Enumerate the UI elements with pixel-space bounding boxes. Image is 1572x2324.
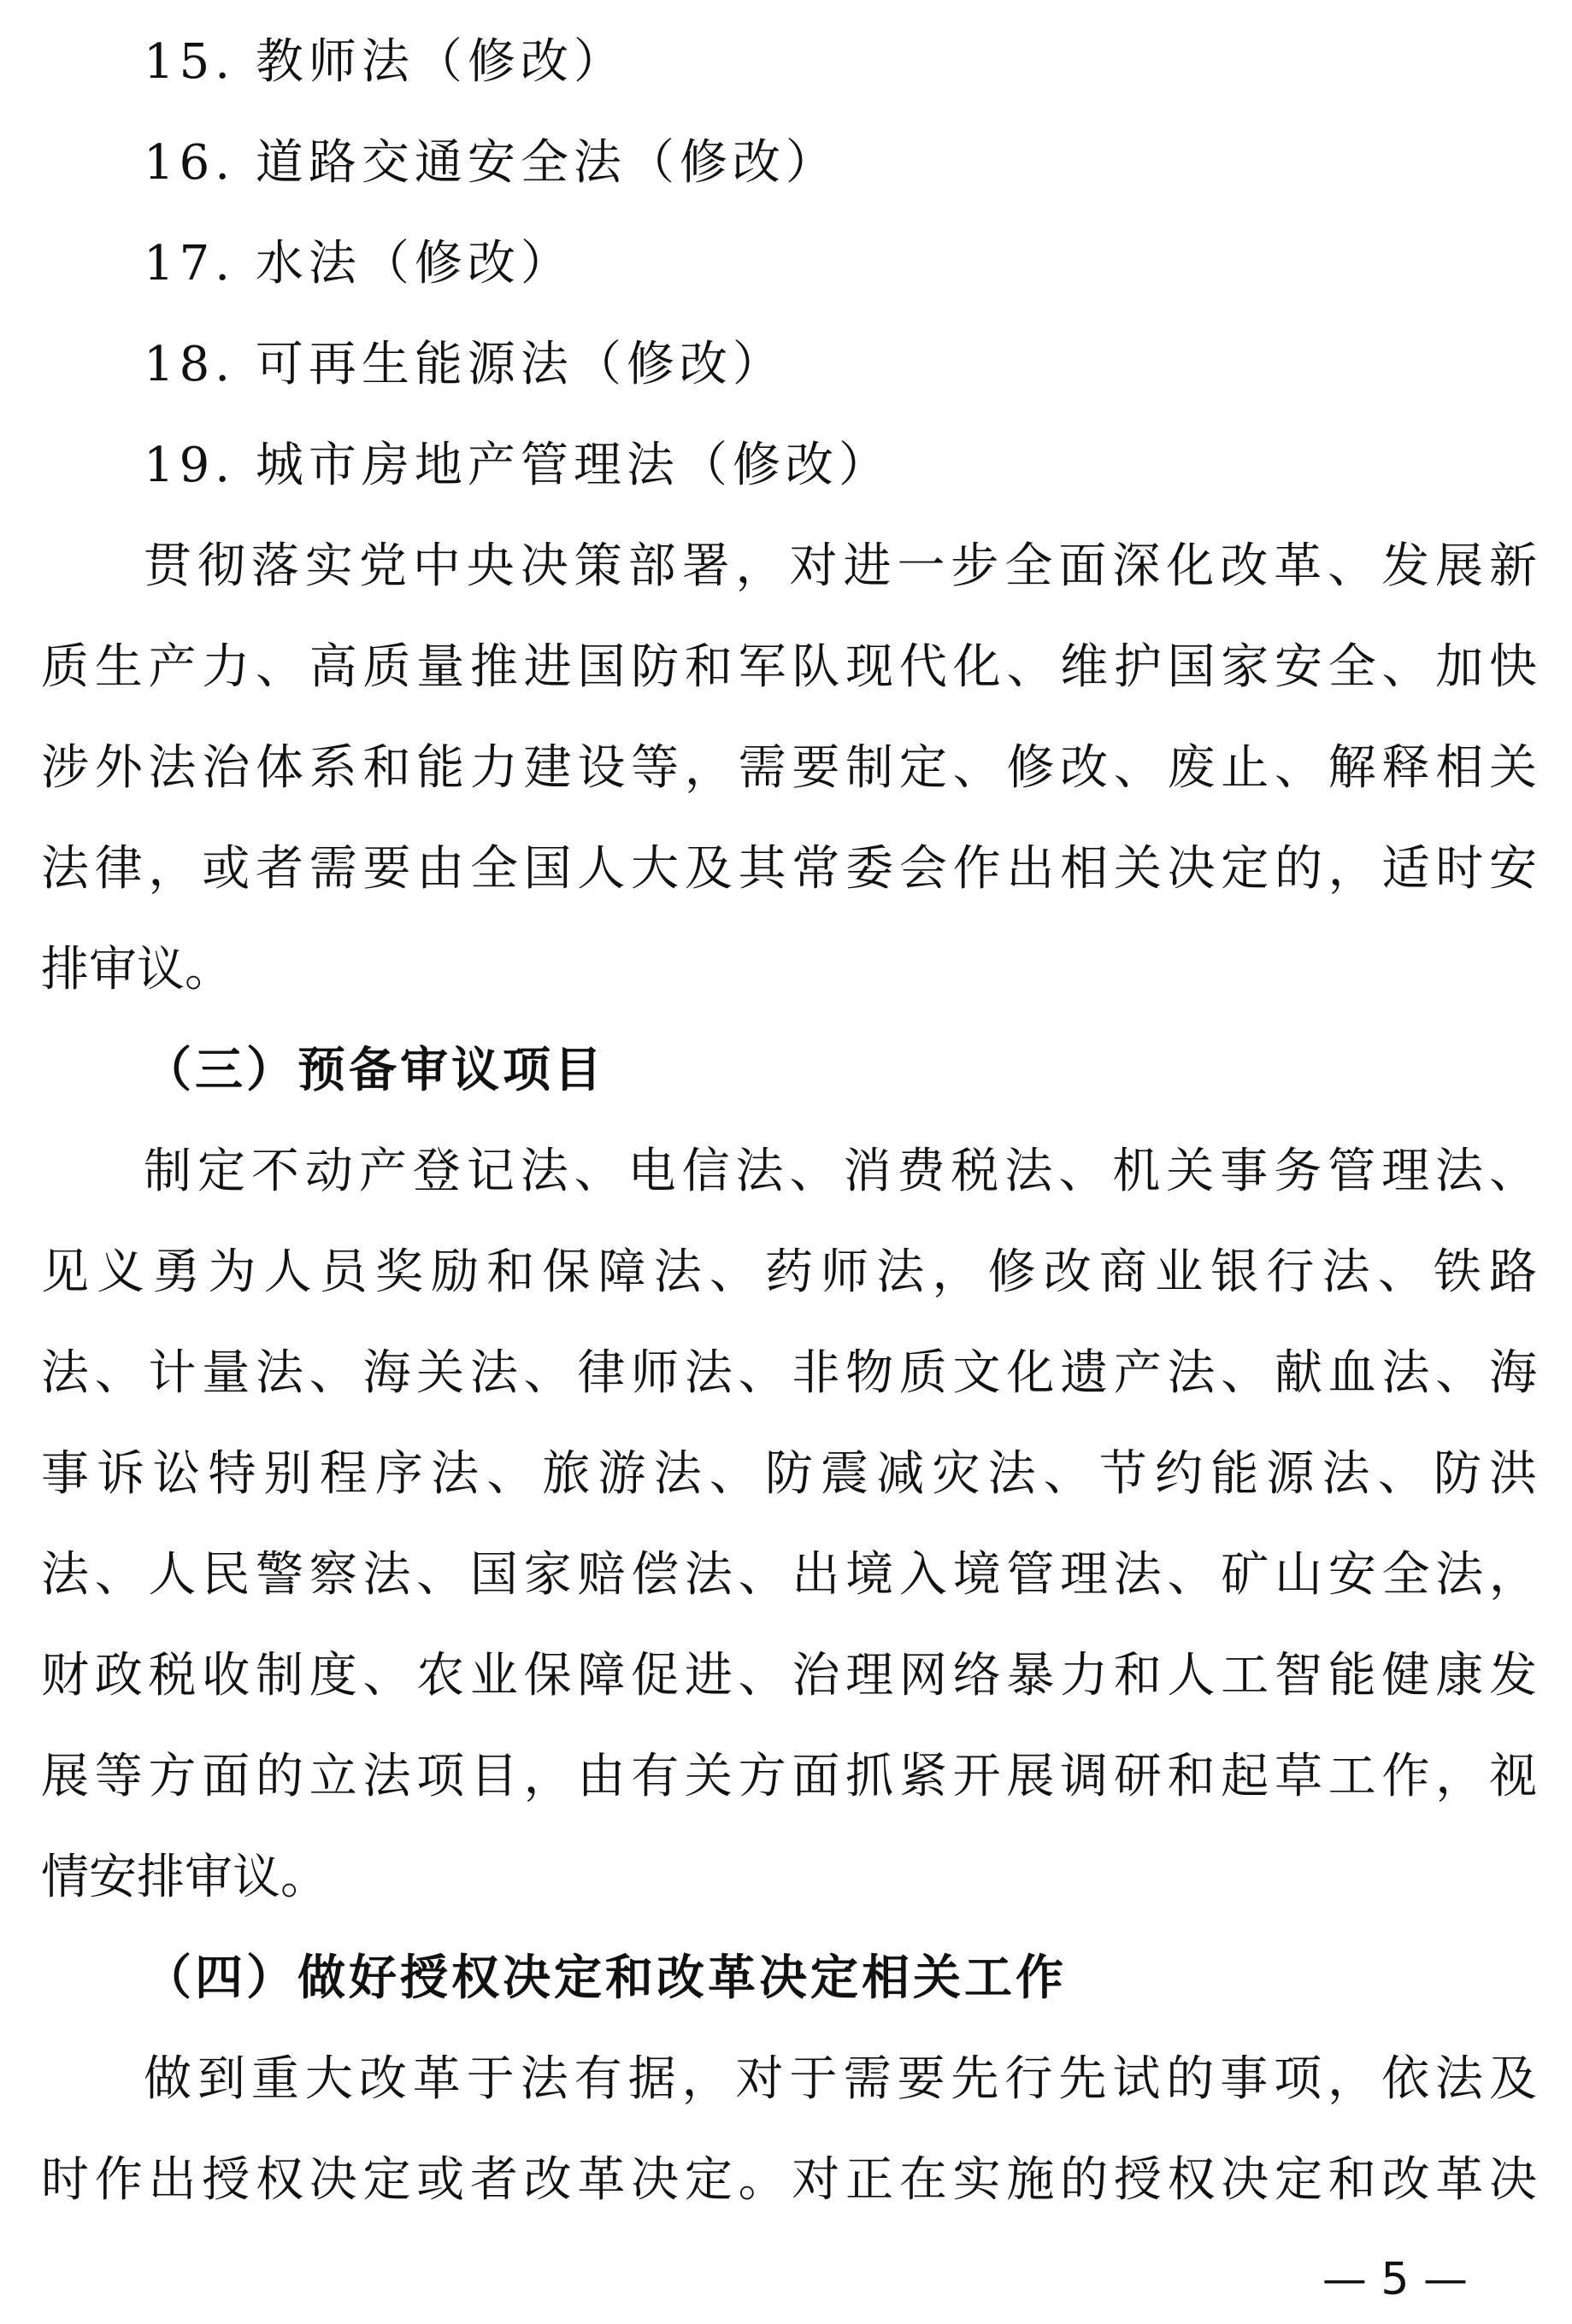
section3-line-8: 情安排审议。: [41, 1850, 328, 1905]
paragraph1-line-3: 涉外法治体系和能力建设等，需要制定、修改、废止、解释相关: [41, 740, 1537, 796]
paragraph1-line-2: 质生产力、高质量推进国防和军队现代化、维护国家安全、加快: [41, 639, 1537, 695]
page-number: — 5 —: [1322, 2254, 1468, 2305]
paragraph1-line-1: 贯彻落实党中央决策部署，对进一步全面深化改革、发展新: [144, 538, 1537, 594]
list-item-17: 17. 水法（修改）: [144, 236, 574, 291]
list-item-19: 19. 城市房地产管理法（修改）: [144, 438, 892, 493]
section3-line-4: 事诉讼特别程序法、旅游法、防震减灾法、节约能源法、防洪: [41, 1446, 1537, 1502]
section4-line-1: 做到重大改革于法有据，对于需要先行先试的事项，依法及: [144, 2051, 1537, 2107]
list-item-15: 15. 教师法（修改）: [144, 34, 627, 90]
section3-line-6: 财政税收制度、农业保障促进、治理网络暴力和人工智能健康发: [41, 1648, 1537, 1703]
list-item-16: 16. 道路交通安全法（修改）: [144, 135, 839, 191]
section4-line-2: 时作出授权决定或者改革决定。对正在实施的授权决定和改革决: [41, 2152, 1537, 2208]
section3-line-2: 见义勇为人员奖励和保障法、药师法，修改商业银行法、铁路: [41, 1244, 1537, 1300]
section3-line-5: 法、人民警察法、国家赔偿法、出境入境管理法、矿山安全法，: [41, 1547, 1537, 1603]
section3-line-7: 展等方面的立法项目，由有关方面抓紧开展调研和起草工作，视: [41, 1749, 1537, 1804]
paragraph1-line-5: 排审议。: [41, 942, 233, 997]
section3-line-1: 制定不动产登记法、电信法、消费税法、机关事务管理法、: [144, 1144, 1537, 1199]
section4-heading: （四）做好授权决定和改革决定相关工作: [144, 1950, 1067, 2006]
paragraph1-line-4: 法律，或者需要由全国人大及其常委会作出相关决定的，适时安: [41, 841, 1537, 897]
section3-heading: （三）预备审议项目: [144, 1043, 605, 1098]
section3-line-3: 法、计量法、海关法、律师法、非物质文化遗产法、献血法、海: [41, 1345, 1537, 1401]
list-item-18: 18. 可再生能源法（修改）: [144, 337, 786, 392]
